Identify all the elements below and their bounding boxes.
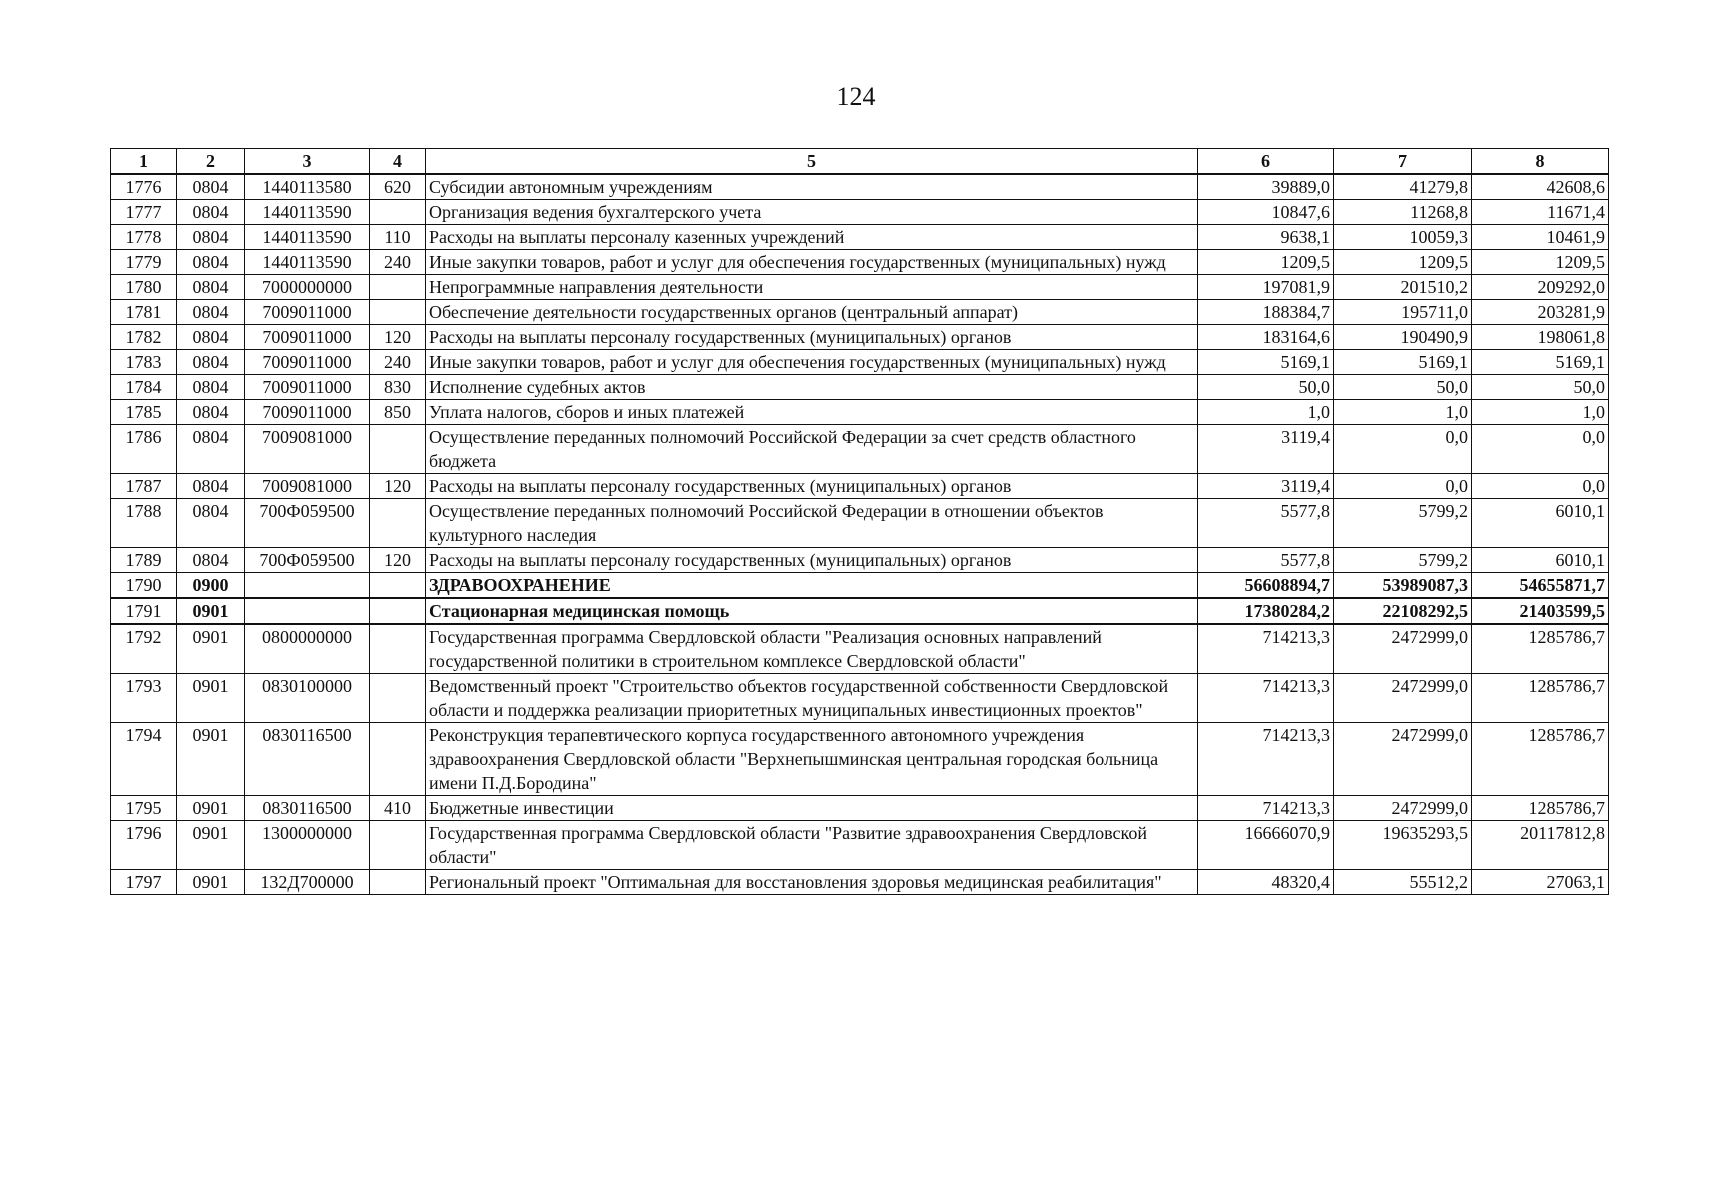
item-name: Исполнение судебных актов — [426, 375, 1198, 400]
target-article-code: 7009081000 — [245, 474, 370, 499]
target-article-code: 7009011000 — [245, 375, 370, 400]
item-name: Ведомственный проект "Строительство объектов государственной собственности Свердловской области и поддержка реализации приоритетных муниципальных инвестиционных проектов" — [426, 674, 1198, 723]
table-row — [111, 350, 1609, 375]
row-number: 1781 — [111, 300, 177, 325]
table-row — [111, 275, 1609, 300]
amount-col-7: 19635293,5 — [1334, 821, 1472, 870]
expense-type-code — [370, 573, 426, 599]
amount-col-7: 5169,1 — [1334, 350, 1472, 375]
item-name: Осуществление переданных полномочий Российской Федерации за счет средств областного бюджета — [426, 425, 1198, 474]
target-article-code: 0830100000 — [245, 674, 370, 723]
amount-col-6: 714213,3 — [1198, 796, 1334, 821]
header-cell: 7 — [1334, 149, 1472, 175]
row-number: 1786 — [111, 425, 177, 474]
section-code: 0804 — [177, 548, 245, 573]
amount-col-6: 197081,9 — [1198, 275, 1334, 300]
header-cell: 8 — [1472, 149, 1609, 175]
section-code: 0804 — [177, 474, 245, 499]
table-row — [111, 821, 1609, 870]
amount-col-7: 195711,0 — [1334, 300, 1472, 325]
row-number: 1788 — [111, 499, 177, 548]
amount-col-7: 50,0 — [1334, 375, 1472, 400]
item-name: Бюджетные инвестиции — [426, 796, 1198, 821]
table-row — [111, 674, 1609, 723]
amount-col-8: 203281,9 — [1472, 300, 1609, 325]
amount-col-6: 5577,8 — [1198, 548, 1334, 573]
row-number: 1778 — [111, 225, 177, 250]
header-cell: 1 — [111, 149, 177, 175]
table-row — [111, 624, 1609, 674]
section-code: 0901 — [177, 821, 245, 870]
budget-table — [110, 148, 1609, 895]
item-name: Государственная программа Свердловской области "Реализация основных направлений государственной политики в строительном комплексе Свердловской области" — [426, 624, 1198, 674]
item-name: Уплата налогов, сборов и иных платежей — [426, 400, 1198, 425]
target-article-code: 1440113580 — [245, 174, 370, 200]
header-cell: 4 — [370, 149, 426, 175]
table-row — [111, 499, 1609, 548]
section-code: 0804 — [177, 350, 245, 375]
amount-col-8: 27063,1 — [1472, 870, 1609, 895]
amount-col-6: 10847,6 — [1198, 200, 1334, 225]
table-row — [111, 250, 1609, 275]
section-code: 0901 — [177, 723, 245, 796]
expense-type-code: 620 — [370, 174, 426, 200]
amount-col-7: 2472999,0 — [1334, 624, 1472, 674]
amount-col-6: 3119,4 — [1198, 474, 1334, 499]
table-row — [111, 548, 1609, 573]
row-number: 1795 — [111, 796, 177, 821]
section-code: 0901 — [177, 624, 245, 674]
row-number: 1790 — [111, 573, 177, 599]
target-article-code: 7009011000 — [245, 350, 370, 375]
section-code: 0901 — [177, 870, 245, 895]
target-article-code — [245, 598, 370, 624]
table-row — [111, 174, 1609, 200]
expense-type-code: 410 — [370, 796, 426, 821]
amount-col-7: 55512,2 — [1334, 870, 1472, 895]
row-number: 1782 — [111, 325, 177, 350]
page-number: 124 — [836, 82, 876, 111]
amount-col-8: 198061,8 — [1472, 325, 1609, 350]
row-number: 1780 — [111, 275, 177, 300]
row-number: 1777 — [111, 200, 177, 225]
table-row — [111, 723, 1609, 796]
amount-col-6: 9638,1 — [1198, 225, 1334, 250]
expense-type-code — [370, 674, 426, 723]
section-code: 0804 — [177, 425, 245, 474]
header-cell: 3 — [245, 149, 370, 175]
amount-col-8: 1285786,7 — [1472, 796, 1609, 821]
amount-col-6: 1,0 — [1198, 400, 1334, 425]
amount-col-6: 188384,7 — [1198, 300, 1334, 325]
target-article-code: 132Д700000 — [245, 870, 370, 895]
item-name: Расходы на выплаты персоналу государственных (муниципальных) органов — [426, 548, 1198, 573]
item-name: Осуществление переданных полномочий Российской Федерации в отношении объектов культурного наследия — [426, 499, 1198, 548]
amount-col-8: 1209,5 — [1472, 250, 1609, 275]
expense-type-code — [370, 624, 426, 674]
item-name: Реконструкция терапевтического корпуса государственного автономного учреждения здравоохранения Свердловской области "Верхнепышминская центральная городская больница имени П.Д.Бородина" — [426, 723, 1198, 796]
amount-col-7: 22108292,5 — [1334, 598, 1472, 624]
row-number: 1789 — [111, 548, 177, 573]
section-code: 0804 — [177, 499, 245, 548]
row-number: 1791 — [111, 598, 177, 624]
amount-col-8: 21403599,5 — [1472, 598, 1609, 624]
row-number: 1785 — [111, 400, 177, 425]
amount-col-6: 17380284,2 — [1198, 598, 1334, 624]
section-code: 0804 — [177, 375, 245, 400]
item-name: Расходы на выплаты персоналу казенных учреждений — [426, 225, 1198, 250]
expense-type-code: 120 — [370, 474, 426, 499]
table-row — [111, 400, 1609, 425]
amount-col-8: 209292,0 — [1472, 275, 1609, 300]
amount-col-8: 0,0 — [1472, 474, 1609, 499]
amount-col-8: 6010,1 — [1472, 548, 1609, 573]
amount-col-7: 0,0 — [1334, 425, 1472, 474]
target-article-code: 1440113590 — [245, 250, 370, 275]
amount-col-7: 1209,5 — [1334, 250, 1472, 275]
row-number: 1779 — [111, 250, 177, 275]
header-cell: 6 — [1198, 149, 1334, 175]
table-row — [111, 474, 1609, 499]
section-code: 0804 — [177, 300, 245, 325]
section-code: 0804 — [177, 325, 245, 350]
section-code: 0804 — [177, 250, 245, 275]
expense-type-code: 240 — [370, 350, 426, 375]
amount-col-7: 10059,3 — [1334, 225, 1472, 250]
target-article-code — [245, 573, 370, 599]
amount-col-7: 53989087,3 — [1334, 573, 1472, 599]
row-number: 1792 — [111, 624, 177, 674]
amount-col-7: 41279,8 — [1334, 174, 1472, 200]
amount-col-6: 714213,3 — [1198, 624, 1334, 674]
table-row — [111, 425, 1609, 474]
row-number: 1797 — [111, 870, 177, 895]
section-code: 0804 — [177, 275, 245, 300]
amount-col-8: 1285786,7 — [1472, 674, 1609, 723]
target-article-code: 1300000000 — [245, 821, 370, 870]
table-row — [111, 225, 1609, 250]
expense-type-code — [370, 275, 426, 300]
expense-type-code — [370, 499, 426, 548]
expense-type-code — [370, 598, 426, 624]
amount-col-7: 0,0 — [1334, 474, 1472, 499]
row-number: 1784 — [111, 375, 177, 400]
expense-type-code: 240 — [370, 250, 426, 275]
item-name: Непрограммные направления деятельности — [426, 275, 1198, 300]
item-name: Стационарная медицинская помощь — [426, 598, 1198, 624]
row-number: 1796 — [111, 821, 177, 870]
amount-col-8: 54655871,7 — [1472, 573, 1609, 599]
item-name: Организация ведения бухгалтерского учета — [426, 200, 1198, 225]
amount-col-8: 50,0 — [1472, 375, 1609, 400]
target-article-code: 0830116500 — [245, 723, 370, 796]
table-row — [111, 300, 1609, 325]
section-code: 0804 — [177, 174, 245, 200]
item-name: Субсидии автономным учреждениям — [426, 174, 1198, 200]
item-name: Обеспечение деятельности государственных органов (центральный аппарат) — [426, 300, 1198, 325]
expense-type-code: 120 — [370, 548, 426, 573]
amount-col-8: 11671,4 — [1472, 200, 1609, 225]
amount-col-6: 56608894,7 — [1198, 573, 1334, 599]
amount-col-6: 714213,3 — [1198, 674, 1334, 723]
section-code: 0900 — [177, 573, 245, 599]
amount-col-7: 2472999,0 — [1334, 674, 1472, 723]
row-number: 1783 — [111, 350, 177, 375]
amount-col-6: 50,0 — [1198, 375, 1334, 400]
item-name: Иные закупки товаров, работ и услуг для обеспечения государственных (муниципальных) нужд — [426, 250, 1198, 275]
row-number: 1776 — [111, 174, 177, 200]
section-code: 0901 — [177, 796, 245, 821]
expense-type-code — [370, 821, 426, 870]
table-row-section — [111, 573, 1609, 599]
amount-col-6: 39889,0 — [1198, 174, 1334, 200]
target-article-code: 0800000000 — [245, 624, 370, 674]
section-code: 0901 — [177, 674, 245, 723]
amount-col-8: 6010,1 — [1472, 499, 1609, 548]
table-row — [111, 200, 1609, 225]
table-row — [111, 796, 1609, 821]
table-row-subsection — [111, 598, 1609, 624]
table-row — [111, 375, 1609, 400]
amount-col-6: 48320,4 — [1198, 870, 1334, 895]
amount-col-6: 5577,8 — [1198, 499, 1334, 548]
table-header-row — [111, 149, 1609, 175]
amount-col-7: 2472999,0 — [1334, 796, 1472, 821]
target-article-code: 7009011000 — [245, 325, 370, 350]
item-name: Региональный проект "Оптимальная для восстановления здоровья медицинская реабилитация" — [426, 870, 1198, 895]
amount-col-8: 1,0 — [1472, 400, 1609, 425]
amount-col-7: 201510,2 — [1334, 275, 1472, 300]
amount-col-6: 5169,1 — [1198, 350, 1334, 375]
section-code: 0901 — [177, 598, 245, 624]
table-row — [111, 870, 1609, 895]
item-name: ЗДРАВООХРАНЕНИЕ — [426, 573, 1198, 599]
row-number: 1793 — [111, 674, 177, 723]
table-row — [111, 325, 1609, 350]
amount-col-8: 0,0 — [1472, 425, 1609, 474]
expense-type-code: 110 — [370, 225, 426, 250]
expense-type-code: 830 — [370, 375, 426, 400]
amount-col-7: 190490,9 — [1334, 325, 1472, 350]
target-article-code: 700Ф059500 — [245, 548, 370, 573]
expense-type-code: 850 — [370, 400, 426, 425]
expense-type-code — [370, 425, 426, 474]
amount-col-6: 714213,3 — [1198, 723, 1334, 796]
amount-col-7: 5799,2 — [1334, 499, 1472, 548]
target-article-code: 7009081000 — [245, 425, 370, 474]
expense-type-code — [370, 300, 426, 325]
row-number: 1794 — [111, 723, 177, 796]
target-article-code: 1440113590 — [245, 200, 370, 225]
target-article-code: 7009011000 — [245, 300, 370, 325]
expense-type-code — [370, 200, 426, 225]
amount-col-7: 1,0 — [1334, 400, 1472, 425]
target-article-code: 0830116500 — [245, 796, 370, 821]
section-code: 0804 — [177, 225, 245, 250]
target-article-code: 7000000000 — [245, 275, 370, 300]
header-cell: 5 — [426, 149, 1198, 175]
row-number: 1787 — [111, 474, 177, 499]
amount-col-8: 42608,6 — [1472, 174, 1609, 200]
amount-col-6: 1209,5 — [1198, 250, 1334, 275]
item-name: Расходы на выплаты персоналу государственных (муниципальных) органов — [426, 325, 1198, 350]
amount-col-8: 1285786,7 — [1472, 624, 1609, 674]
amount-col-7: 5799,2 — [1334, 548, 1472, 573]
amount-col-6: 183164,6 — [1198, 325, 1334, 350]
target-article-code: 1440113590 — [245, 225, 370, 250]
amount-col-8: 20117812,8 — [1472, 821, 1609, 870]
expense-type-code — [370, 870, 426, 895]
amount-col-6: 16666070,9 — [1198, 821, 1334, 870]
target-article-code: 7009011000 — [245, 400, 370, 425]
amount-col-7: 11268,8 — [1334, 200, 1472, 225]
amount-col-8: 10461,9 — [1472, 225, 1609, 250]
header-cell: 2 — [177, 149, 245, 175]
amount-col-8: 1285786,7 — [1472, 723, 1609, 796]
section-code: 0804 — [177, 400, 245, 425]
item-name: Иные закупки товаров, работ и услуг для обеспечения государственных (муниципальных) нужд — [426, 350, 1198, 375]
amount-col-8: 5169,1 — [1472, 350, 1609, 375]
item-name: Расходы на выплаты персоналу государственных (муниципальных) органов — [426, 474, 1198, 499]
expense-type-code: 120 — [370, 325, 426, 350]
amount-col-6: 3119,4 — [1198, 425, 1334, 474]
amount-col-7: 2472999,0 — [1334, 723, 1472, 796]
expense-type-code — [370, 723, 426, 796]
target-article-code: 700Ф059500 — [245, 499, 370, 548]
item-name: Государственная программа Свердловской области "Развитие здравоохранения Свердловской области" — [426, 821, 1198, 870]
section-code: 0804 — [177, 200, 245, 225]
